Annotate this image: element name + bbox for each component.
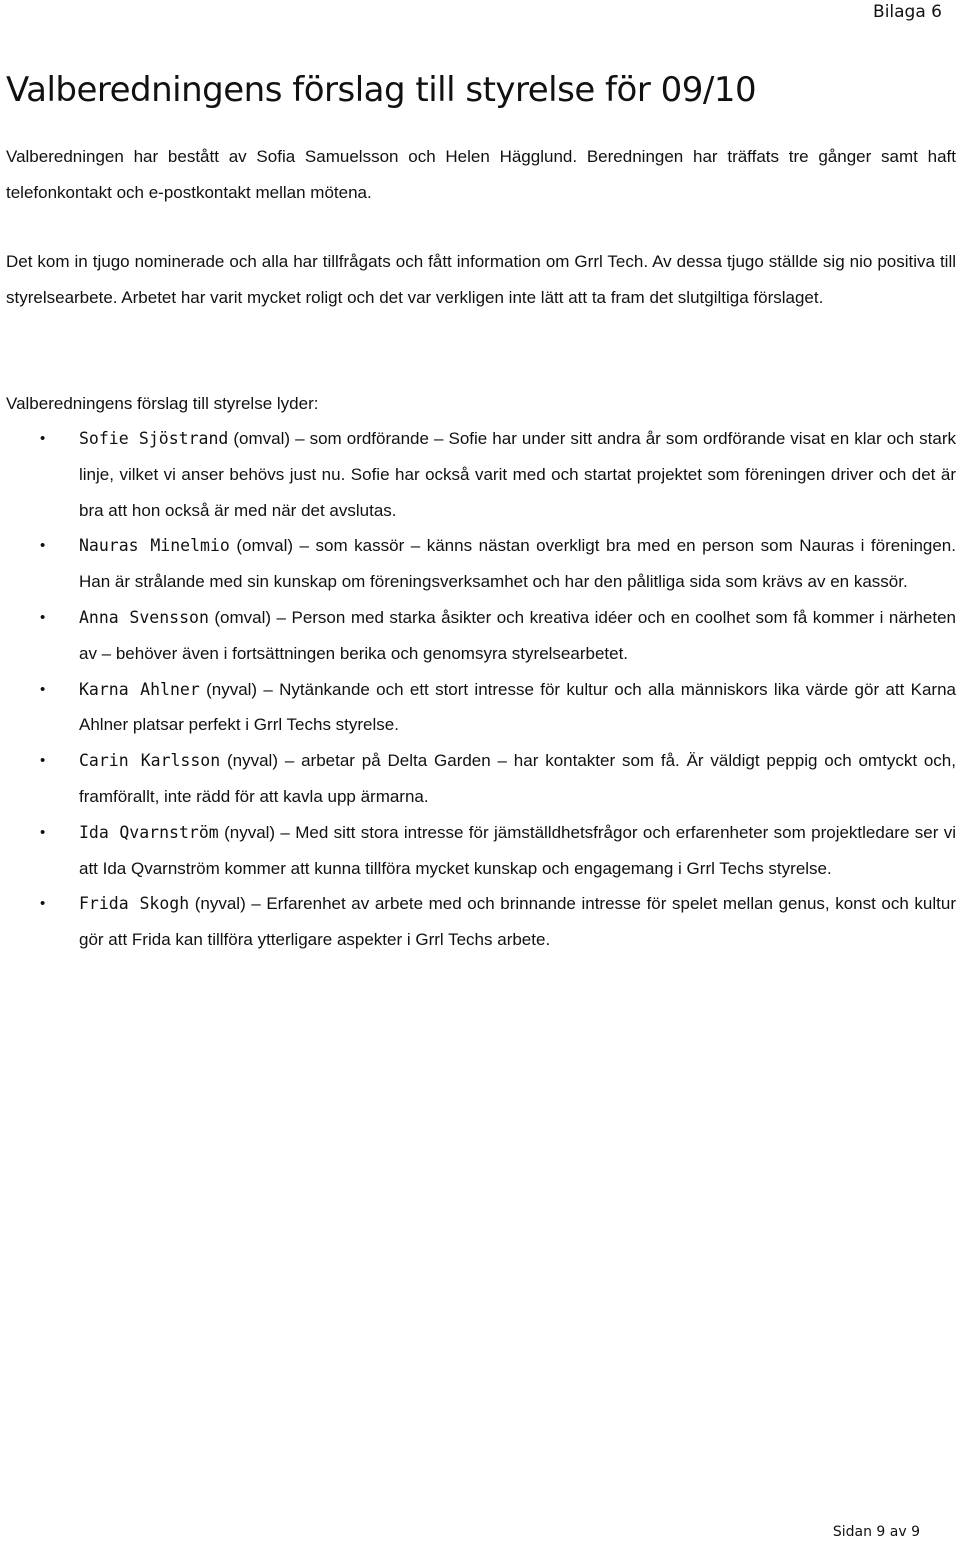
nominee-name: Karna Ahlner — [79, 679, 200, 699]
bullet-icon: • — [40, 752, 46, 770]
nominee-item — [0, 743, 960, 815]
nominee-name: Anna Svensson — [79, 607, 209, 627]
nominee-list — [0, 421, 960, 958]
nominee-description: (omval) – som kassör – känns nästan overkligt bra med en person som Nauras i föreningen. Han är strålande med sin kunskap om föreningsverksamhet och har den pålitliga sida som krävs av en kassör. — [79, 536, 956, 592]
document-title: Valberedningens förslag till styrelse för 09/10 — [6, 70, 757, 110]
nominee-item — [0, 886, 960, 958]
nominee-description: (omval) – som ordförande – Sofie har under sitt andra år som ordförande visat en klar och stark linje, vilket vi anser behövs just nu. Sofie har också varit med och startat projektet som föreningen driver och det är bra att hon också är med när det avslutas. — [79, 429, 956, 520]
nominee-item — [0, 672, 960, 744]
nominee-description: (nyval) – arbetar på Delta Garden – har kontakter som få. Är väldigt peppig och omtyckt och, framförallt, inte rädd för att kavla upp ärmarna. — [79, 751, 956, 806]
nominee-description: (nyval) – Med sitt stora intresse för jämställdhetsfrågor och erfarenheter som projektledare ser vi att Ida Qvarnström kommer att kunna tillföra mycket kunskap och engagemang i Grrl Techs styrelse. — [79, 822, 957, 878]
bullet-icon: • — [40, 430, 46, 447]
nominee-item — [0, 815, 960, 887]
bullet-icon: • — [40, 537, 46, 555]
page-number: Sidan 9 av 9 — [832, 1524, 920, 1540]
bullet-icon: • — [40, 895, 46, 913]
nominee-item — [0, 600, 960, 672]
nominee-description: (nyval) – Erfarenhet av arbete med och brinnande intresse för spelet mellan genus, konst och kultur gör att Frida kan tillföra ytterligare aspekter i Grrl Techs arbete. — [79, 894, 956, 950]
nominee-name: Ida Qvarnström — [79, 822, 219, 842]
nominee-name: Frida Skogh — [79, 894, 190, 914]
intro-paragraph-nominations: Det kom in tjugo nominerade och alla har tillfrågats och fått information om Grrl Tech. Av dessa tjugo ställde sig nio positiva till styrelsearbete. Arbetet har varit mycket roligt och det var verkligen inte lätt att ta fram det slutgiltiga förslaget. — [6, 252, 956, 307]
proposal-intro: Valberedningens förslag till styrelse lyder: — [6, 394, 319, 413]
nominee-item — [0, 421, 960, 528]
nominee-name: Carin Karlsson — [79, 751, 221, 771]
nominee-description: (omval) – Person med starka åsikter och kreativa idéer och en coolhet som få kommer i närheten av – behöver även i fortsättningen berika och genomsyra styrelsearbetet. — [79, 607, 956, 663]
nominee-name: Sofie Sjöstrand — [79, 429, 229, 448]
nominee-item — [0, 528, 960, 600]
bullet-icon: • — [40, 680, 46, 698]
intro-paragraph-committee: Valberedningen har bestått av Sofia Samuelsson och Helen Hägglund. Beredningen har träffats tre gånger samt haft telefonkontakt och e-postkontakt mellan mötena. — [6, 147, 956, 202]
nominee-description: (nyval) – Nytänkande och ett stort intresse för kultur och alla människors lika värde gör att Karna Ahlner platsar perfekt i Grrl Techs styrelse. — [79, 679, 956, 735]
bullet-icon: • — [40, 608, 46, 626]
attachment-label: Bilaga 6 — [873, 2, 942, 22]
bullet-icon: • — [40, 823, 46, 841]
nominee-name: Nauras Minelmio — [79, 536, 230, 556]
